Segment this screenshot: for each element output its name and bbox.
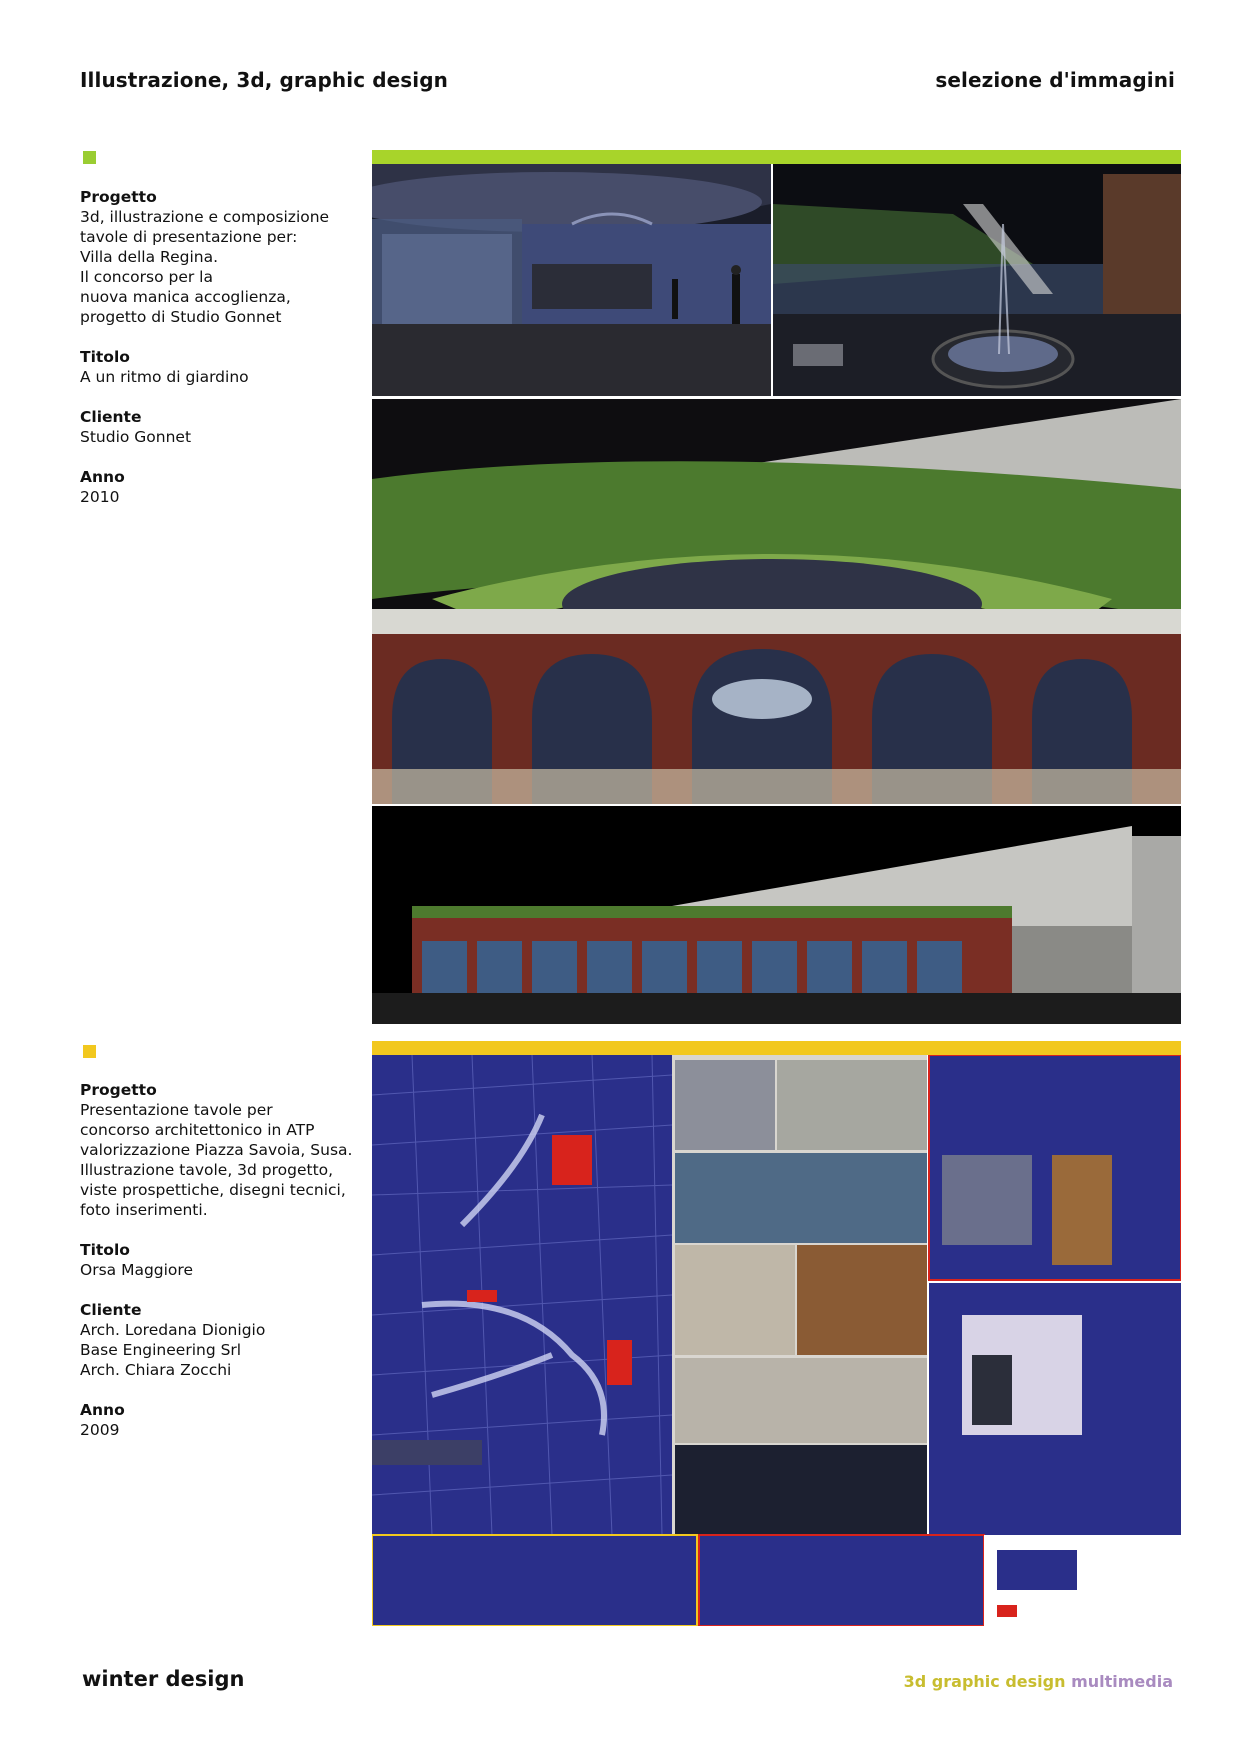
project-info-1 [80, 187, 365, 527]
page-title: Illustrazione, 3d, graphic design [80, 68, 449, 92]
value-anno: 2009 [80, 1421, 120, 1439]
render-garden-arcade [372, 399, 1181, 804]
value-cliente: Studio Gonnet [80, 428, 192, 446]
project-bar [372, 1041, 1181, 1055]
label-titolo: Titolo [80, 348, 130, 366]
project-info-2 [80, 1080, 365, 1460]
label-cliente: Cliente [80, 1301, 142, 1319]
render-interior-lobby [372, 164, 771, 396]
footer-tagline [904, 1672, 1173, 1691]
label-titolo: Titolo [80, 1241, 130, 1259]
render-elevation [372, 806, 1181, 1024]
footer-tagline-a: 3d graphic design [903, 1672, 1066, 1691]
page-subtitle: selezione d'immagini [935, 68, 1175, 92]
label-anno: Anno [80, 468, 125, 486]
value-titolo: Orsa Maggiore [80, 1261, 193, 1279]
label-progetto: Progetto [80, 188, 157, 206]
value-cliente: Arch. Loredana Dionigio Base Engineering Srl Arch. Chiara Zocchi [80, 1321, 266, 1379]
value-progetto: 3d, illustrazione e composizione tavole di presentazione per: Villa della Regina. Il concorso per la nuova manica accoglienza, progetto di Studio Gonnet [80, 208, 330, 326]
value-progetto: Presentazione tavole per concorso architettonico in ATP valorizzazione Piazza Savoia, Susa. Illustrazione tavole, 3d progetto, viste prospettiche, disegni tecnici, foto inserimenti. [80, 1101, 353, 1219]
project-marker [83, 1045, 96, 1058]
render-fountain-courtyard [773, 164, 1181, 396]
label-anno: Anno [80, 1401, 125, 1419]
presentation-boards [372, 1055, 1181, 1626]
footer-tagline-b: multimedia [1071, 1672, 1173, 1691]
project-bar [372, 150, 1181, 164]
value-anno: 2010 [80, 488, 120, 506]
label-cliente: Cliente [80, 408, 142, 426]
project-marker [83, 151, 96, 164]
label-progetto: Progetto [80, 1081, 157, 1099]
value-titolo: A un ritmo di giardino [80, 368, 249, 386]
footer-brand: winter design [82, 1667, 245, 1691]
